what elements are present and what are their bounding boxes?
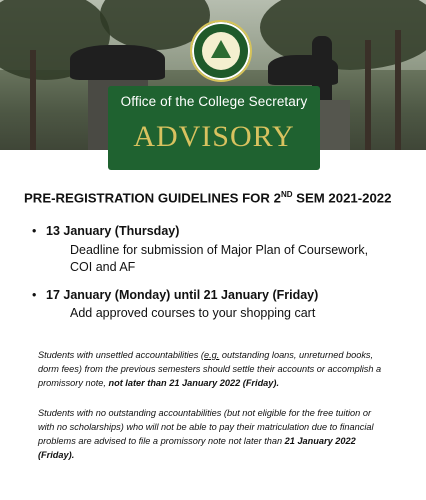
office-name: Office of the College Secretary [120,94,308,109]
bullet-description: Deadline for submission of Major Plan of Coursework, [70,243,369,257]
advisory-heading: ADVISORY [133,120,295,153]
tree-trunk [365,40,371,150]
college-seal-logo [190,20,252,82]
carabao-statue-left [70,45,165,80]
bullet-date: 13 January (Thursday) [46,224,180,238]
bullet-description: COI and AF [70,260,136,274]
bullet-icon: • [32,288,37,302]
page-title: PRE-REGISTRATION GUIDELINES FOR 2ND SEM 2021-2022 [24,190,392,206]
seal-triangle-emblem [211,40,231,58]
bullet-date: 17 January (Monday) until 21 January (Friday) [46,288,319,302]
promissory-note: Students with no outstanding accountabilities (but not eligible for the free tuition or with no scholarships) who will not be able to pay their matriculation due to financial problems are advised to file a promissory note not later than 21 January 2022 (Friday). [38,408,374,460]
eg-link: e.g. [203,350,220,360]
tree-trunk [30,50,36,150]
advisory-header-box [108,86,320,170]
tree-trunk [395,30,401,150]
bullet-icon: • [32,224,37,238]
accountability-note: Students with unsettled accountabilities (e.g. outstanding loans, unreturned books, dorm fees) from the previous semesters should settle their accounts or accomplish a promissory note, not later than 21 January 2022 (Friday). [38,350,382,388]
bullet-description: Add approved courses to your shopping cart [70,306,316,320]
title-superscript: ND [280,190,293,199]
